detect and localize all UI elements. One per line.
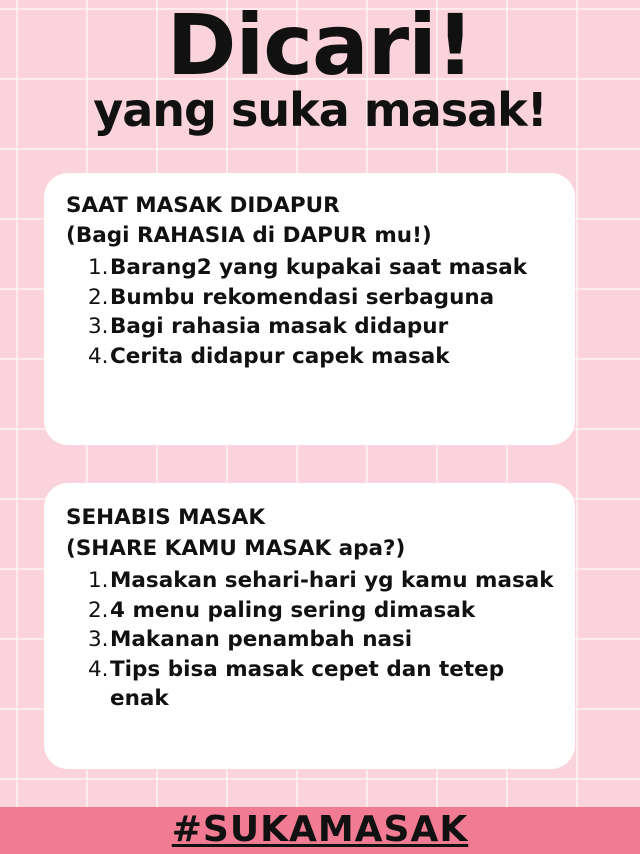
- hashtag: #SUKAMASAK: [171, 809, 469, 850]
- list-item-number: 4.: [88, 656, 109, 682]
- card-subheading: (SHARE KAMU MASAK apa?): [66, 536, 406, 561]
- card-saat-masak: [44, 173, 575, 445]
- footer-band: [0, 807, 640, 854]
- list-item-text: Masakan sehari-hari yg kamu masak: [110, 568, 554, 593]
- list-item-number: 3.: [88, 314, 109, 339]
- list-item-text: Makanan penambah nasi: [110, 627, 413, 652]
- card-heading: SAAT MASAK DIDAPUR: [66, 193, 340, 218]
- list-item: [88, 655, 568, 714]
- list-item-text: Tips bisa masak cepet dan tetep enak: [110, 656, 505, 711]
- list-item-number: 1.: [88, 255, 109, 280]
- topic-list: [88, 566, 568, 714]
- card-subheading: (Bagi RAHASIA di DAPUR mu!): [66, 223, 432, 248]
- card-sehabis-masak: [44, 483, 575, 769]
- list-item-number: 2.: [88, 597, 109, 623]
- list-item: [88, 342, 568, 372]
- list-item-text: 4 menu paling sering dimasak: [110, 597, 476, 623]
- list-item: [88, 625, 568, 655]
- page-subtitle: yang suka masak!: [93, 83, 547, 137]
- list-item-text: Bumbu rekomendasi serbaguna: [110, 284, 495, 310]
- card-heading: SEHABIS MASAK: [66, 505, 265, 530]
- list-item: [88, 566, 568, 596]
- topic-list: [88, 253, 568, 371]
- list-item: [88, 596, 568, 626]
- page-title: Dicari!: [166, 0, 474, 94]
- list-item-text: Barang2 yang kupakai saat masak: [110, 255, 528, 280]
- list-item-number: 3.: [88, 627, 109, 652]
- list-item: [88, 253, 568, 283]
- list-item-number: 4.: [88, 343, 109, 369]
- list-item: [88, 283, 568, 313]
- list-item: [88, 312, 568, 342]
- list-item-number: 1.: [88, 568, 109, 593]
- list-item-text: Cerita didapur capek masak: [110, 343, 450, 369]
- list-item-text: Bagi rahasia masak didapur: [110, 314, 449, 339]
- list-item-number: 2.: [88, 284, 109, 310]
